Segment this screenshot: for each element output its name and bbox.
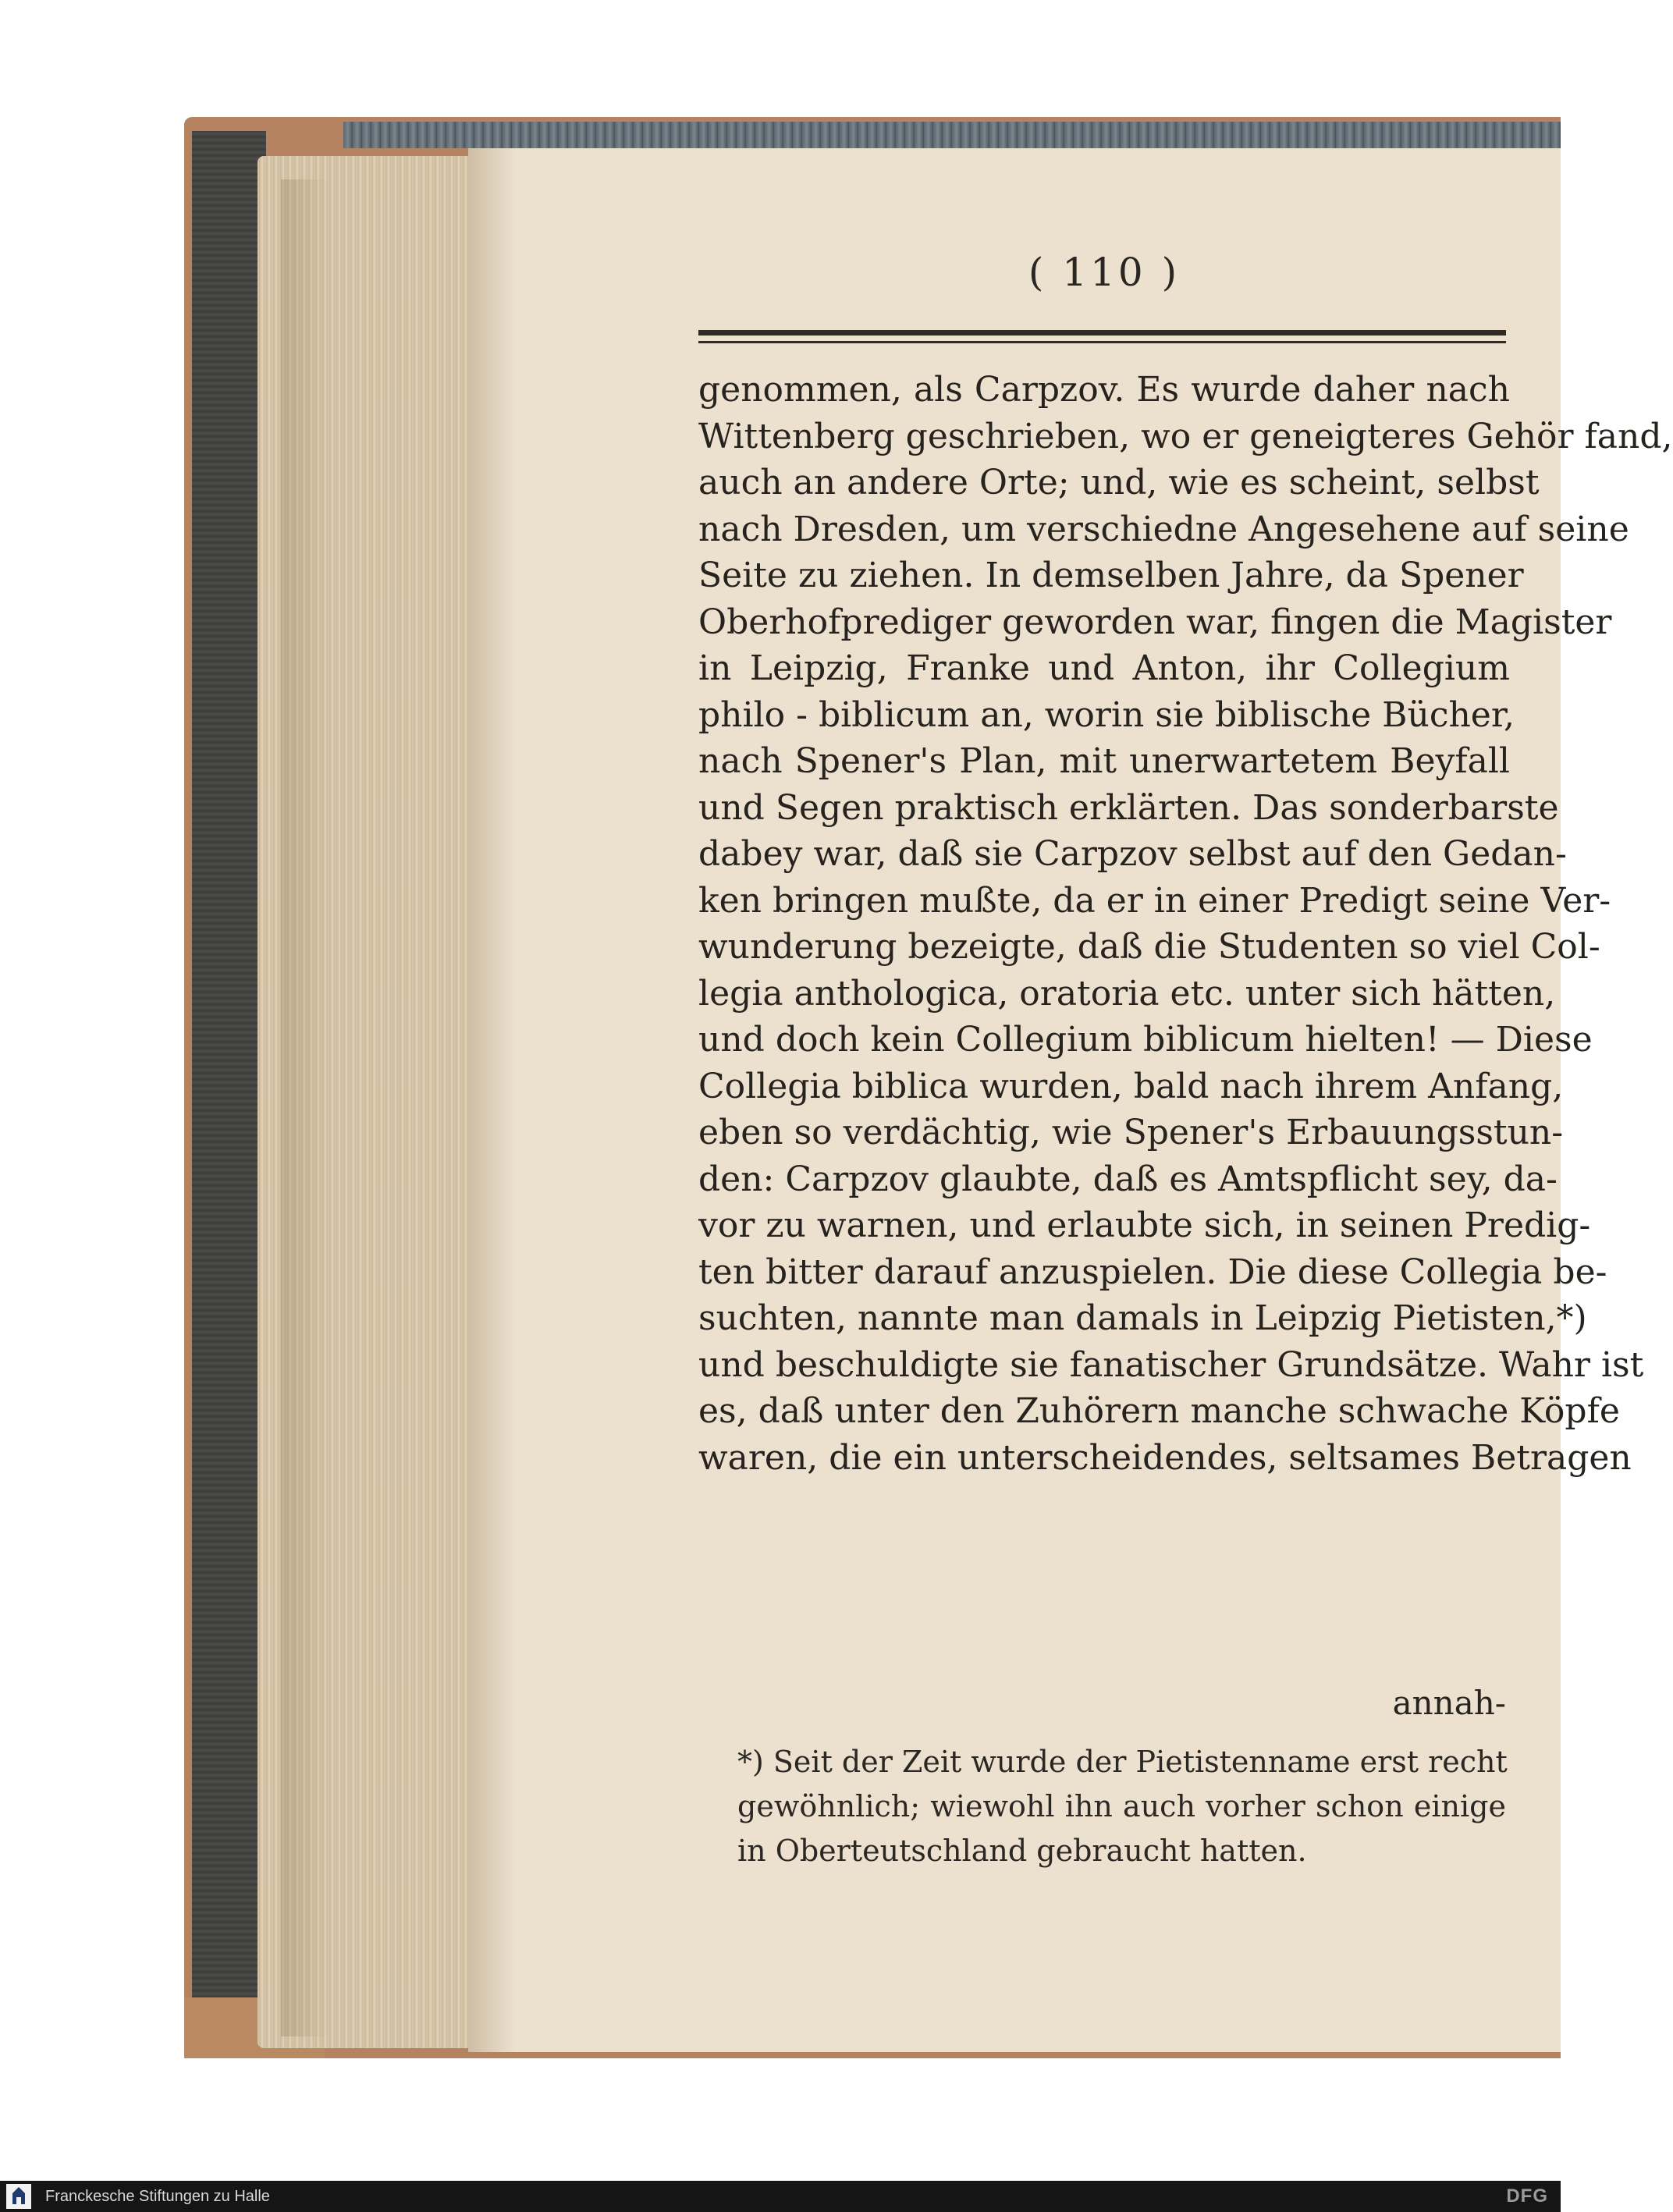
header-rule-thick <box>698 330 1506 336</box>
cover-board-marbled <box>192 131 266 2047</box>
footnote-line: *) Seit der Zeit wurde der Pietistenname erst recht <box>737 1745 1508 1779</box>
text-line: waren, die ein unterscheidendes, seltsames Betragen <box>698 1437 1632 1478</box>
text-line: nach Dresden, um verschiedne Angesehene auf seine <box>698 509 1629 549</box>
footnote-line: in Oberteutschland gebraucht hatten. <box>737 1834 1307 1868</box>
catchword: annah- <box>1392 1684 1506 1722</box>
footer-brand-logo: DFG <box>1506 2185 1548 2207</box>
text-line: und doch kein Collegium biblicum hielten! — Diese <box>698 1020 1593 1060</box>
text-line: Collegia biblica wurden, bald nach ihrem Anfang, <box>698 1066 1564 1106</box>
header-rule-thin <box>698 341 1506 343</box>
text-line: auch an andere Orte; und, wie es scheint, selbst <box>698 463 1540 502</box>
text-line: in Leipzig, Franke und Anton, ihr Collegium <box>698 648 1510 688</box>
footnote-line: gewöhnlich; wiewohl ihn auch vorher schon einige <box>737 1789 1506 1823</box>
text-line: philo - biblicum an, worin sie biblische Bücher, <box>698 694 1515 735</box>
text-line: Wittenberg geschrieben, wo er geneigteres Gehör fand, <box>698 416 1673 456</box>
text-line: nach Spener's Plan, mit unerwartetem Beyfall <box>698 741 1510 781</box>
page-number: ( 110 ) <box>1028 250 1181 295</box>
text-line: dabey war, daß sie Carpzov selbst auf den Gedan- <box>698 834 1567 874</box>
page-edges-shadow <box>281 179 328 2036</box>
body-text <box>698 367 1673 1481</box>
text-line: ten bitter darauf anzuspielen. Die diese Collegia be- <box>698 1252 1607 1292</box>
text-line: und Segen praktisch erklärten. Das sonderbarste <box>698 787 1559 828</box>
text-line: suchten, nannte man damals in Leipzig Pietisten,*) <box>698 1298 1587 1338</box>
footer-institution-label: Franckesche Stiftungen zu Halle <box>45 2188 270 2205</box>
text-line: genommen, als Carpzov. Es wurde daher nach <box>698 370 1510 410</box>
text-line: es, daß unter den Zuhörern manche schwache Köpfe <box>698 1391 1620 1431</box>
text-line: Seite zu ziehen. In demselben Jahre, da Spener <box>698 556 1524 595</box>
footnote <box>737 1740 1506 1873</box>
text-line: wunderung bezeigte, daß die Studenten so viel Col- <box>698 927 1600 967</box>
text-line: eben so verdächtig, wie Spener's Erbauungsstun- <box>698 1113 1564 1152</box>
text-line: vor zu warnen, und erlaubte sich, in seinen Predig- <box>698 1205 1591 1245</box>
text-line: den: Carpzov glaubte, daß es Amtspflicht sey, da- <box>698 1159 1558 1199</box>
page-gutter-shadow <box>468 148 515 2052</box>
text-line: legia anthologica, oratoria etc. unter sich hätten, <box>698 973 1556 1014</box>
text-line: Oberhofprediger geworden war, fingen die Magister <box>698 602 1612 642</box>
text-line: und beschuldigte sie fanatischer Grundsätze. Wahr ist <box>698 1344 1644 1385</box>
institution-logo-icon <box>6 2184 31 2209</box>
book-headband <box>343 122 1561 148</box>
text-line: ken bringen mußte, da er in einer Predigt seine Ver- <box>698 880 1611 921</box>
